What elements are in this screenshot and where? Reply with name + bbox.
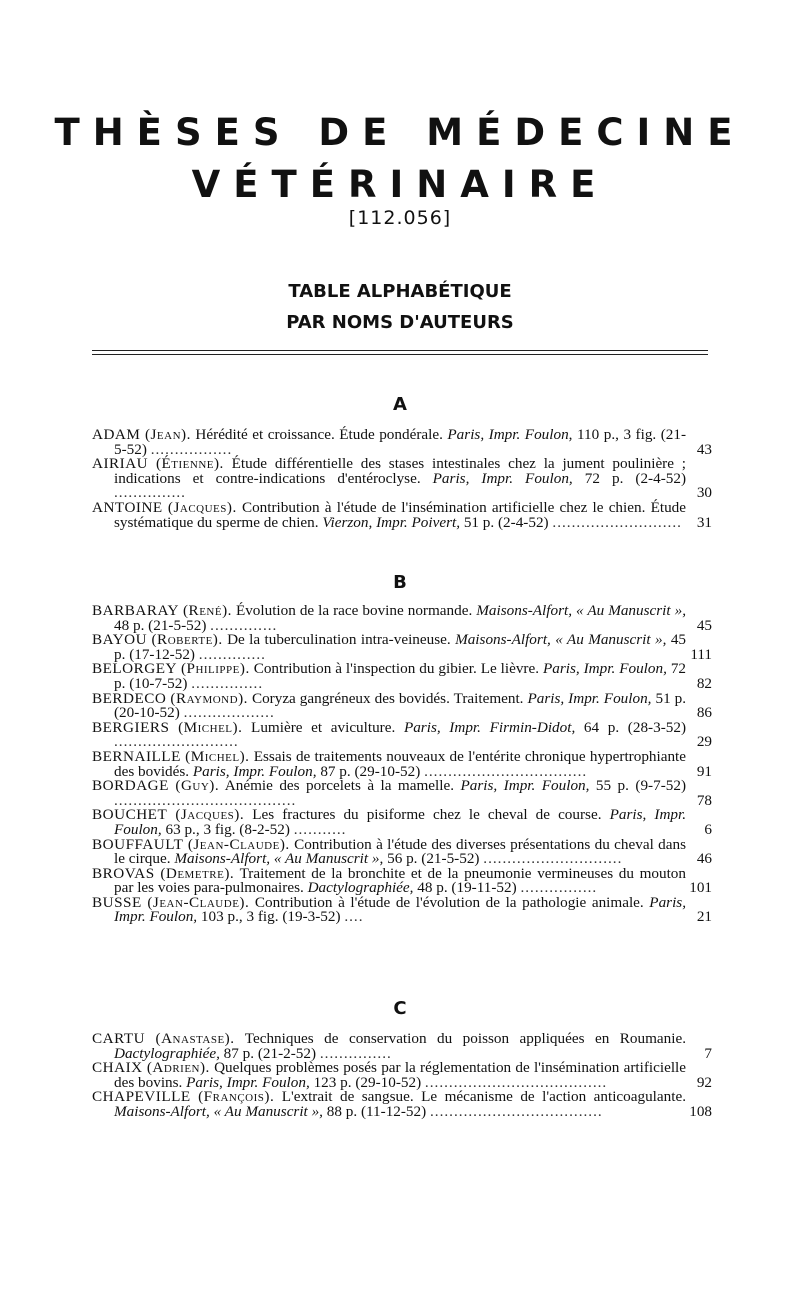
entry-body bbox=[92, 835, 687, 868]
publisher: Dactylographiée, bbox=[307, 879, 414, 897]
thesis-title: Essais de traitements nouveaux de l'entérite chronique hypertrophiante des bovidés. bbox=[114, 747, 687, 780]
author-surname: ANTOINE bbox=[92, 498, 163, 516]
details: 45 p. (17-12-52) bbox=[114, 631, 686, 663]
section-letter: A bbox=[393, 394, 407, 415]
entry-body bbox=[92, 689, 687, 722]
author-given-name: (Philippe). bbox=[180, 660, 250, 678]
page-number: 21 bbox=[696, 908, 712, 926]
author-surname: BERNAILLE bbox=[92, 747, 181, 765]
leader-dots: ............... bbox=[191, 674, 264, 692]
entry bbox=[92, 808, 712, 837]
publisher: Paris, Impr. Foulon, bbox=[432, 469, 573, 487]
author-surname: BARBARAY bbox=[92, 602, 179, 619]
details: 51 p. (20-10-52) bbox=[114, 689, 687, 722]
subtitle-line-2: PAR NOMS D'AUTEURS bbox=[286, 312, 514, 333]
title-line-1: THÈSES DE MÉDECINE bbox=[54, 111, 746, 154]
leader-dots: ............... bbox=[114, 484, 186, 502]
page-number: 111 bbox=[690, 645, 712, 663]
publisher: Vierzon, Impr. Poivert, bbox=[322, 513, 461, 531]
entry-body bbox=[92, 457, 686, 501]
entry bbox=[92, 662, 712, 691]
details: 88 p. (11-12-52) bbox=[326, 1102, 427, 1120]
author-given-name: (Jean-Claude). bbox=[187, 835, 290, 853]
author-given-name: (Raymond). bbox=[170, 689, 248, 707]
entry-body bbox=[92, 662, 686, 691]
entry bbox=[92, 893, 712, 926]
page-number: 46 bbox=[696, 850, 712, 868]
author-given-name: (Michel). bbox=[185, 747, 250, 765]
author-given-name: (Adrien). bbox=[146, 1059, 210, 1077]
thesis-title: Contribution à l'étude de l'évolution de la pathologie animale. bbox=[254, 893, 644, 911]
author-surname: BOUCHET bbox=[92, 806, 168, 824]
entry-body bbox=[92, 498, 687, 531]
section-letter: B bbox=[393, 572, 407, 593]
author-given-name: (Jacques). bbox=[167, 498, 237, 516]
author-given-name: (François). bbox=[198, 1088, 275, 1106]
details: 64 p. (28-3-52) bbox=[583, 718, 686, 736]
entry-body bbox=[92, 1032, 686, 1061]
publisher: Paris, Impr. Firmin-Didot, bbox=[403, 718, 576, 736]
author-given-name: (Guy). bbox=[175, 777, 220, 795]
entry-body bbox=[92, 633, 686, 662]
author-given-name: (Demetre). bbox=[160, 864, 235, 882]
subtitle-line-1: TABLE ALPHABÉTIQUE bbox=[288, 281, 512, 302]
publisher: Paris, Impr. Foulon, bbox=[447, 426, 573, 443]
details: 87 p. (29-10-52) bbox=[320, 762, 421, 780]
divider-top bbox=[92, 350, 708, 351]
entry bbox=[92, 633, 712, 662]
details: 103 p., 3 fig. (19-3-52) bbox=[200, 908, 341, 926]
publisher: Paris, Impr. Foulon, bbox=[114, 893, 687, 926]
author-surname: AIRIAU bbox=[92, 455, 149, 473]
page-number: 45 bbox=[696, 616, 712, 634]
entry bbox=[92, 689, 712, 722]
details: 51 p. (2-4-52) bbox=[463, 513, 549, 531]
thesis-title: Traitement de la bronchite et de la pneumonie vermineuses du mouton par les voies para-pulmonaires. bbox=[114, 864, 686, 897]
publisher: Paris, Impr. Foulon, bbox=[114, 806, 687, 838]
details: 72 p. (2-4-52) bbox=[584, 469, 687, 487]
thesis-title: Coryza gangréneux des bovidés. Traitement. bbox=[251, 689, 524, 707]
page-number: 101 bbox=[689, 879, 712, 897]
author-surname: CHAPEVILLE bbox=[92, 1088, 191, 1106]
thesis-title: L'extrait de sangsue. Le mécanisme de l'action anticoagulante. bbox=[281, 1088, 686, 1106]
author-given-name: (René). bbox=[183, 602, 232, 619]
publisher: Paris, Impr. Foulon, bbox=[527, 689, 652, 707]
leader-dots: .................................. bbox=[424, 762, 588, 780]
entry bbox=[92, 457, 712, 501]
author-surname: BOUFFAULT bbox=[92, 835, 184, 853]
leader-dots: ...................................... bbox=[114, 791, 297, 809]
entry-body bbox=[92, 808, 686, 837]
author-surname: ADAM bbox=[92, 426, 141, 443]
entry-body bbox=[92, 864, 686, 897]
entry-body bbox=[92, 893, 687, 926]
page-number: 7 bbox=[704, 1044, 712, 1062]
thesis-title: Hérédité et croissance. Étude pondérale. bbox=[195, 426, 443, 443]
page-number: 108 bbox=[689, 1102, 712, 1120]
thesis-title: Quelques problèmes posés par la réglementation de l'insémination artificielle des bovins. bbox=[114, 1059, 687, 1091]
divider-bottom bbox=[92, 354, 708, 355]
author-surname: CARTU bbox=[92, 1030, 146, 1047]
entry bbox=[92, 604, 712, 633]
author-given-name: (Michel). bbox=[178, 718, 243, 736]
thesis-title: Lumière et aviculture. bbox=[251, 718, 396, 736]
details: 48 p. (19-11-52) bbox=[417, 879, 517, 897]
entry bbox=[92, 835, 712, 868]
entry bbox=[92, 747, 712, 780]
publisher: Paris, Impr. Foulon, bbox=[186, 1073, 310, 1091]
leader-dots: .......................... bbox=[114, 733, 239, 751]
leader-dots: ...................................... bbox=[424, 1073, 608, 1091]
thesis-title: Anémie des porcelets à la mamelle. bbox=[224, 777, 455, 795]
entry-body bbox=[92, 604, 686, 633]
page-number: 43 bbox=[696, 440, 712, 458]
page-number: 29 bbox=[696, 733, 712, 751]
section-entries-c bbox=[92, 1032, 712, 1120]
leader-dots: ................ bbox=[520, 879, 598, 897]
section-entries-a bbox=[92, 428, 712, 530]
publisher: Paris, Impr. Foulon, bbox=[460, 777, 590, 795]
details: 123 p. (29-10-52) bbox=[313, 1073, 422, 1091]
publisher: Maisons-Alfort, « Au Manuscrit », bbox=[174, 850, 384, 868]
entry-body bbox=[92, 1090, 686, 1119]
details: 63 p., 3 fig. (8-2-52) bbox=[165, 820, 290, 838]
leader-dots: ........................... bbox=[552, 513, 682, 531]
page-number: 31 bbox=[696, 513, 712, 531]
leader-dots: .... bbox=[344, 908, 364, 926]
author-surname: BELORGEY bbox=[92, 660, 177, 678]
entry bbox=[92, 779, 712, 808]
details: 48 p. (21-5-52) bbox=[114, 616, 207, 634]
leader-dots: ........... bbox=[293, 820, 347, 838]
entry-body bbox=[92, 428, 686, 457]
details: 55 p. (9-7-52) bbox=[595, 777, 687, 795]
page-number: 82 bbox=[696, 674, 712, 692]
title-line-2: VÉTÉRINAIRE bbox=[191, 163, 609, 206]
entry-body bbox=[92, 1061, 686, 1090]
leader-dots: .............. bbox=[210, 616, 278, 634]
page-number: 6 bbox=[704, 820, 712, 838]
entry bbox=[92, 1032, 712, 1061]
author-surname: BUSSE bbox=[92, 893, 142, 911]
section-entries-b bbox=[92, 604, 712, 925]
details: 56 p. (21-5-52) bbox=[387, 850, 480, 868]
leader-dots: ............................. bbox=[483, 850, 623, 868]
thesis-title: Évolution de la race bovine normande. bbox=[235, 602, 473, 619]
page-number: 91 bbox=[696, 762, 712, 780]
author-surname: CHAIX bbox=[92, 1059, 143, 1077]
publisher: Dactylographiée, bbox=[114, 1044, 220, 1062]
author-surname: BERGIERS bbox=[92, 718, 170, 736]
classification-code: [112.056] bbox=[348, 207, 452, 229]
author-given-name: (Jean-Claude). bbox=[147, 893, 250, 911]
page-number: 92 bbox=[696, 1073, 712, 1091]
publisher: Maisons-Alfort, « Au Manuscrit », bbox=[476, 602, 687, 619]
section-letter: C bbox=[393, 998, 407, 1019]
author-surname: BAYOU bbox=[92, 631, 148, 649]
leader-dots: ................. bbox=[150, 440, 233, 458]
author-given-name: (Roberte). bbox=[151, 631, 223, 649]
thesis-title: Les fractures du pisiforme chez le cheval de course. bbox=[252, 806, 602, 824]
thesis-title: Techniques de conservation du poisson appliquées en Roumanie. bbox=[244, 1030, 686, 1047]
entry bbox=[92, 1090, 712, 1119]
leader-dots: .................................... bbox=[429, 1102, 603, 1120]
entry bbox=[92, 864, 712, 897]
details: 72 p. (10-7-52) bbox=[114, 660, 686, 692]
publisher: Maisons-Alfort, « Au Manuscrit », bbox=[455, 631, 667, 649]
author-given-name: (Étienne). bbox=[155, 455, 224, 473]
publisher: Paris, Impr. Foulon, bbox=[192, 762, 317, 780]
entry-body bbox=[92, 747, 687, 780]
publisher: Paris, Impr. Foulon, bbox=[542, 660, 667, 678]
author-surname: BROVAS bbox=[92, 864, 155, 882]
thesis-title: Contribution à l'étude de l'insémination artificielle chez le chien. Étude systématique du sperme de chien. bbox=[114, 498, 687, 531]
author-given-name: (Jean). bbox=[144, 426, 191, 443]
author-given-name: (Anastase). bbox=[155, 1030, 235, 1047]
thesis-title: Contribution à l'inspection du gibier. Le lièvre. bbox=[253, 660, 540, 678]
entry bbox=[92, 718, 712, 751]
entry bbox=[92, 428, 712, 457]
page-number: 78 bbox=[696, 791, 712, 809]
entry bbox=[92, 1061, 712, 1090]
leader-dots: .............. bbox=[198, 645, 266, 663]
details: 87 p. (21-2-52) bbox=[223, 1044, 317, 1062]
thesis-title: Étude différentielle des stases intestinales chez la jument poulinière ; indications et contre-indications d'entéroclyse. bbox=[114, 455, 686, 487]
publisher: Maisons-Alfort, « Au Manuscrit », bbox=[114, 1102, 323, 1120]
author-surname: BORDAGE bbox=[92, 777, 169, 795]
leader-dots: ............... bbox=[319, 1044, 392, 1062]
leader-dots: ................... bbox=[183, 704, 275, 722]
thesis-title: Contribution à l'étude des diverses présentations du cheval dans le cirque. bbox=[114, 835, 687, 868]
details: 110 p., 3 fig. (21-5-52) bbox=[114, 426, 687, 458]
author-surname: BERDECO bbox=[92, 689, 167, 707]
page-number: 86 bbox=[696, 704, 712, 722]
page-number: 30 bbox=[696, 484, 712, 502]
entry-body bbox=[92, 718, 686, 751]
entry bbox=[92, 498, 712, 531]
entry-body bbox=[92, 779, 686, 808]
author-given-name: (Jacques). bbox=[175, 806, 245, 824]
thesis-title: De la tuberculination intra-veineuse. bbox=[227, 631, 451, 649]
